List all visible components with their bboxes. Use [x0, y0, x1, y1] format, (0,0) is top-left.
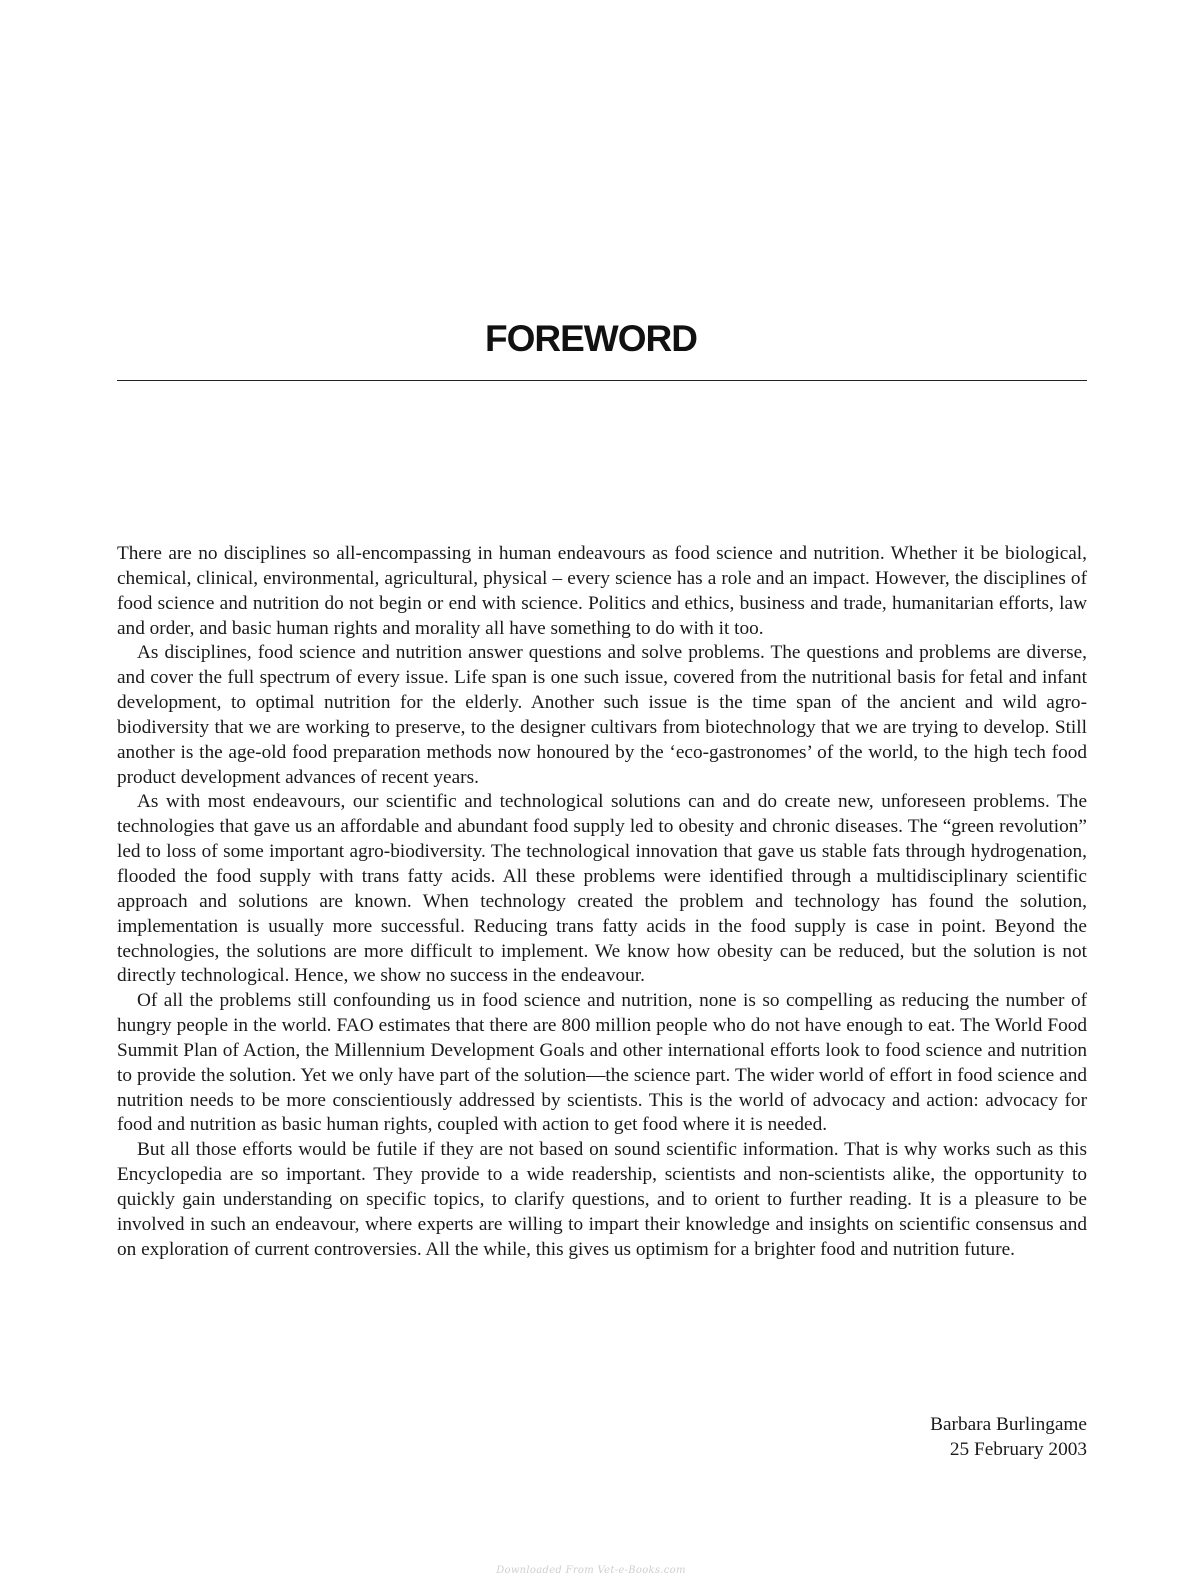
footer-watermark: Downloaded From Vet-e-Books.com — [496, 1565, 686, 1576]
paragraph: Of all the problems still confounding us in food science and nutrition, none is so compelling as reducing the number of hungry people in the world. FAO estimates that there are 800 million people who do not have enough to eat. The World Food Summit Plan of Action, the Millennium Development Goals and other international efforts look to food science and nutrition to provide the solution. Yet we only have part of the solution—the science part. The wider world of effort in food science and nutrition needs to be more conscientiously addressed by scientists. This is the world of advocacy and action: advocacy for food and nutrition as basic human rights, coupled with action to get food where it is needed. — [117, 990, 1087, 1136]
signature-author: Barbara Burlingame — [930, 1414, 1087, 1435]
page-title: FOREWORD — [485, 318, 697, 359]
paragraph: As with most endeavours, our scientific and technological solutions can and do create new, unforeseen problems. The technologies that gave us an affordable and abundant food supply led to obesity and chronic diseases. The “green revolution” led to loss of some important agro-biodiversity. The technological innovation that gave us stable fats through hydrogenation, flooded the food supply with trans fatty acids. All these problems were identified through a multidisciplinary scientific approach and solutions are known. When technology created the problem and technology has found the solution, implementation is usually more successful. Reducing trans fatty acids in the food supply is case in point. Beyond the technologies, the solutions are more difficult to implement. We know how obesity can be reduced, but the solution is not directly technological. Hence, we show no success in the endeavour. — [117, 791, 1087, 987]
paragraph: As disciplines, food science and nutrition answer questions and solve problems. The questions and problems are diverse, and cover the full spectrum of every issue. Life span is one such issue, covered from the nutritional basis for fetal and infant development, to optimal nutrition for the elderly. Another such issue is the time span of the ancient and wild agro-biodiversity that we are working to preserve, to the designer cultivars from biotechnology that we are trying to develop. Still another is the age-old food preparation methods now honoured by the ‘eco-gastronomes’ of the world, to the high tech food product development advances of recent years. — [117, 642, 1087, 788]
foreword-body — [117, 542, 1087, 1262]
paragraph: There are no disciplines so all-encompassing in human endeavours as food science and nutrition. Whether it be biological, chemical, clinical, environmental, agricultural, physical – every science has a role and an impact. However, the disciplines of food science and nutrition do not begin or end with science. Politics and ethics, business and trade, humanitarian efforts, law and order, and basic human rights and morality all have something to do with it too. — [117, 543, 1087, 639]
signature-block — [930, 1412, 1087, 1462]
signature-date: 25 February 2003 — [949, 1439, 1087, 1460]
title-divider — [117, 380, 1087, 381]
paragraph: But all those efforts would be futile if they are not based on sound scientific information. That is why works such as this Encyclopedia are so important. They provide to a wide readership, scientists and non-scientists alike, the opportunity to quickly gain understanding on specific topics, to clarify questions, and to orient to further reading. It is a pleasure to be involved in such an endeavour, where experts are willing to impart their knowledge and insights on scientific consensus and on exploration of current controversies. All the while, this gives us optimism for a brighter food and nutrition future. — [117, 1139, 1087, 1260]
